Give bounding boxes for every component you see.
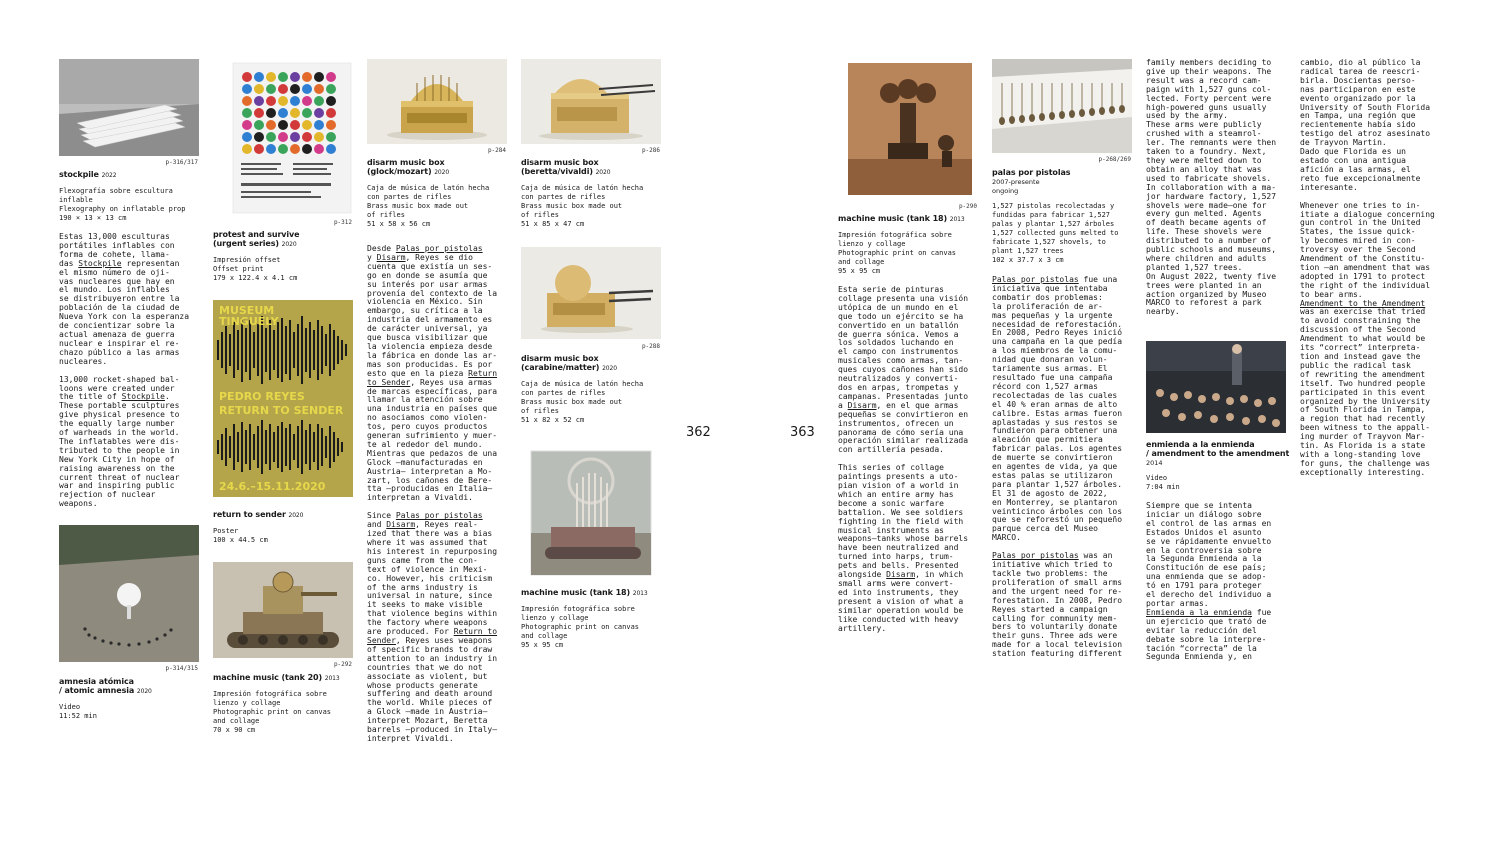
entry-year: 2022	[101, 172, 117, 179]
entry-title: (urgent series)	[213, 239, 279, 248]
entry-title: amnesia atómica	[59, 677, 134, 686]
body-text-en: 13,000 rocket-shaped bal- loons were created under the title of Stockpile. These portable sculptures give physical presence to the equally large number of warheads in the world. The inflatables were dis- tributed to the people in New York City in hope of raising awareness on the current threat of nuclear war and inspiring public rejection of nuclear weapons.	[59, 374, 180, 509]
page-ref: p-292	[333, 661, 352, 668]
page-ref: p-312	[333, 219, 352, 226]
body-text-en: This series of collage paintings presents a uto- pian vision of a world in which an entire army has become a sonic warfare battalion. We see soldiers fighting in the field with musical instruments as weapons–tanks whose barrels have been neutralized and turned into harps, trum- pets and bells. Presented alongside Disarm, in which small arms were convert- ed into instruments, they present a vision of what a similar operation would be like conducted with heavy artillery.	[838, 463, 969, 633]
body-text-en-continued: family members deciding to give up their weapons. The result was a record cam- paign with 1,527 guns col- lected. Forty percent were high-powered guns usually used by the army. These arms were publicly crushed with a steamrol- ler. The remnants were then taken to a foundry. Next, they were melted down to obtain an alloy that was used to fabricate shovels. In collaboration with a ma- jor hardware factory, 1,527 shovels were made–one for every gun melted. Agents of death became agents of life. These shovels were distributed to a number of public schools and museums, where children and adults planted 1,527 trees. On August 2022, twenty five trees were planted in an action organized by Museo MARCO to reforest a park nearby.	[1146, 58, 1277, 317]
entry-meta: Flexografía sobre escultura inflable Flexography on inflatable prop 190 × 13 × 13 cm	[59, 187, 186, 222]
poster-museum-line1: MUSEUM	[219, 304, 275, 317]
entry-title: machine music (tank 18)	[521, 588, 631, 597]
disarm-glock-photo	[367, 59, 507, 144]
entry-year: 2014	[1146, 459, 1163, 467]
machine-music-tank18-photo	[521, 443, 661, 583]
page-ref: p-288	[641, 343, 660, 350]
disarm-beretta-photo	[521, 59, 661, 144]
entry-year: 2020	[595, 169, 611, 176]
entry-year: 2013	[324, 675, 340, 682]
entry-title: machine music (tank 18)	[838, 214, 948, 223]
entry-meta: Poster 100 x 44.5 cm	[213, 527, 268, 544]
entry-year: 2020	[434, 169, 450, 176]
entry-meta: Caja de música de latón hecha con partes de rifles Brass music box made out of rifles 51 x 82 x 52 cm	[521, 380, 644, 424]
body-text-es: Estas 13,000 esculturas portátiles inflables con forma de cohete, llama- das Stockpile representan el mismo número de oji- vas nucleares que hay en el mundo. Los inflables se distribuyeron entre la población de la ciudad de Nueva York con la esperanza de concientizar sobre la actual amenaza de guerra nuclear e inspirar el re- chazo público a las armas nucleares.	[59, 232, 190, 366]
body-text-es: Desde Palas por pistolas y Disarm, Reyes se dio cuenta que existía un ses- go en donde se asumía que su interés por usar armas provenía del contexto de la violencia en México. Sin embargo, su crítica a la industria del armamento es de carácter universal, ya que busca visibilizar que la violencia empieza desde la fábrica en donde las ar- mas son producidas. Es por esto que en la pieza Return to Sender, Reyes usa armas de marcas específicas, para llamar la atención sobre una industria en países que no asociamos como violen- tos, pero cuyos productos generan sufrimiento y muer- te al rededor del mundo. Mientras que pedazos de una Glock –manufacturadas en Austria– interpretan a Mo- zart, los cañones de Bere- tta –producidas en Italia– interpretan a Vivaldi.	[367, 244, 498, 503]
stockpile-photo	[59, 59, 199, 156]
poster-artist-line1: PEDRO REYES	[219, 390, 305, 403]
palas-entry	[992, 168, 1142, 659]
entry-title: (glock/mozart)	[367, 167, 432, 176]
page-ref: p-268/269	[1098, 156, 1131, 163]
entry-meta: Impresión fotográfica sobre lienzo y collage Photographic print on canvas and collage 95 x 95 cm	[521, 605, 640, 649]
entry-year: 2013	[949, 216, 965, 223]
amnesia-entry	[59, 677, 204, 721]
entry-year: 2020	[281, 241, 297, 248]
entry-title: palas por pistolas	[992, 168, 1071, 177]
page-number-left: 362	[686, 425, 711, 440]
body-text-es-continued: cambio, dio al público la radical tarea de reescri- birla. Doscientas perso- nas participaron en este evento organizado por la University of South Florida en Tampa, una región que recientemente había sido testigo del atroz asesinato de Trayvon Martin. Dado que Florida es un estado con una antigua afición a las armas, el reto fue excepcionalmente interesante.	[1300, 58, 1431, 192]
entry-period: 2007-presente	[992, 178, 1040, 186]
entry-title: stockpile	[59, 170, 99, 179]
body-text-es: Palas por pistolas fue una iniciativa que intentaba combatir dos problemas: la proliferación de ar- mas pequeñas y la urgente necesidad de reforestación. En 2008, Pedro Reyes inició una campaña en la que pedía a los miembros de la comu- nidad que donaran volun- tariamente sus armas. El resultado fue una campaña récord con 1,527 armas recolectadas de las cuales el 40 % eran armas de alto calibre. Estas armas fueron aplastadas y sus restos se fundieron para obtener una aleación que permitiera fabricar palas. Los agentes de muerte se convirtieron en agentes de vida, ya que estas palas se utilizaron para plantar 1,527 árboles. El 31 de agosto de 2022, en Monterrey, se plantaron veinticinco árboles con los que se reforestó un pequeño parque cerca del Museo MARCO.	[992, 275, 1123, 543]
entry-title: disarm music box	[521, 354, 599, 363]
entry-meta: Caja de música de latón hecha con partes de rifles Brass music box made out of rifles 51 x 85 x 47 cm	[521, 184, 644, 228]
machine-music-tank20-entry	[213, 673, 358, 735]
entry-meta: Impresión fotográfica sobre lienzo y collage Photographic print on canvas and collage 95 x 95 cm	[838, 231, 957, 275]
page-ref: p-284	[487, 147, 506, 154]
entry-title: / atomic amnesia	[59, 686, 135, 695]
body-text-es: Esta serie de pinturas collage presenta una visión utópica de un mundo en el que todo un ejército se ha convertido en un batallón de guerra sónica. Vemos a los soldados luchando en el campo con instrumentos musicales como armas, tan- ques cuyos cañones han sido neutralizados y converti- dos en arpas, trompetas y campanas. Presentadas junto a Disarm, en el que armas pequeñas se convirtieron en instrumentos, ofrecen un panorama de cómo sería una operación similar realizada con artillería pesada.	[838, 285, 969, 455]
machine-music-tank18-entry-right	[838, 214, 983, 633]
poster-museum-line2: TINGUELY	[219, 315, 279, 328]
page-ref: p-314/315	[165, 665, 198, 672]
entry-year: 2020	[288, 512, 304, 519]
entry-year: 2020	[602, 365, 617, 372]
stockpile-entry	[59, 170, 204, 509]
body-text-en: Whenever one tries to in- itiate a dialogue concerning gun control in the United States, the issue quick- ly becomes mired in con- troversy over the Second Amendment of the Constitu- tion –an amendment that was adopted in 1791 to protect the right of the individual to bear arms. Amendment to the Amendment was an exercise that tried to avoid constraining the discussion of the Second Amendment to what would be its “correct” interpreta- tion and instead gave the public the radical task of rewriting the amendment itself. Two hundred people participated in this event organized by the University of South Florida in Tampa, a region that had recently been witness to the appall- ing murder of Trayvon Mar- tin. As Florida is a state with a long-standing love for guns, the challenge was exceptionally interesting.	[1300, 200, 1435, 477]
amnesia-photo	[59, 525, 199, 662]
poster-dates: 24.6.–15.11.2020	[219, 480, 326, 493]
enmienda-continued-text	[1300, 59, 1450, 478]
page-number-right: 363	[790, 425, 815, 440]
entry-meta: Impresión offset Offset print 179 x 122.4 x 4.1 cm	[213, 256, 298, 282]
disarm-carabine-photo	[521, 247, 661, 339]
entry-meta: 1,527 pistolas recolectadas y fundidas para fabricar 1,527 palas y plantar 1,527 árboles 1,527 collected guns melted to fabricate 1,527 shovels, to plant 1,527 trees 102 x 37.7 x 3 cm	[992, 202, 1119, 264]
return-to-sender-poster	[213, 300, 353, 497]
entry-title: machine music (tank 20)	[213, 673, 323, 682]
body-text-es: Siempre que se intenta iniciar un diálogo sobre el control de las armas en Estados Unidos el asunto se ve rápidamente envuelto en la controversia sobre la Segunda Enmienda a la Constitución de ese país; una enmienda que se adop- tó en 1791 para proteger el derecho del individuo a portar armas. Enmienda a la enmienda fue un ejercicio que trató de evitar la reducción del debate sobre la interpre- tación “correcta” de la Segunda Enmienda y, en	[1146, 501, 1272, 662]
poster-artist-line2: RETURN TO SENDER	[219, 404, 344, 417]
disarm-essay	[367, 245, 515, 744]
entry-title: disarm music box	[367, 158, 445, 167]
entry-title: disarm music box	[521, 158, 599, 167]
palas-continued-text	[1146, 59, 1294, 317]
body-text-en: Since Palas por pistolas and Disarm, Reyes real- ized that there was a bias where it was assumed that his interest in repurposing guns came from the con- text of violence in Mexi- co. However, his criticism of the arms industry is universal in nature, since it seeks to make visible that violence begins within the factory where weapons are produced. For Return to Sender, Reyes uses weapons of specific brands to draw attention to an industry in countries that we do not associate as violent, but whose products generate suffering and death around the world. While pieces of a Glock –made in Austria– interpret Mozart, Beretta barrels –produced in Italy– interpret Vivaldi.	[367, 511, 498, 743]
entry-year: 2013	[632, 590, 648, 597]
body-text-en: Palas por pistolas was an initiative which tried to tackle two problems: the proliferation of small arms and the urgent need for re- forestation. In 2008, Pedro Reyes started a campaign calling for community mem- bers to voluntarily donate their guns. Three ads were made for a local television station featuring different	[992, 551, 1123, 659]
machine-music-tank18-photo-right	[838, 59, 978, 199]
machine-music-tank20-photo	[213, 562, 353, 658]
enmienda-entry	[1146, 440, 1294, 662]
palas-por-pistolas-photo	[992, 59, 1132, 153]
entry-title-en: / amendment to the amendment	[1146, 449, 1290, 458]
protest-poster-photo	[213, 59, 353, 216]
entry-title: (beretta/vivaldi)	[521, 167, 593, 176]
entry-meta: Caja de música de latón hecha con partes de rifles Brass music box made out of rifles 51 x 58 x 56 cm	[367, 184, 490, 228]
page-ref: p-290	[958, 203, 977, 210]
disarm-carabine-entry	[521, 354, 666, 425]
entry-title: enmienda a la enmienda	[1146, 440, 1255, 449]
entry-title: (carabine/matter)	[521, 363, 600, 372]
entry-period-en: ongoing	[992, 187, 1019, 195]
enmienda-photo	[1146, 341, 1286, 433]
entry-title: return to sender	[213, 510, 286, 519]
page-ref: p-316/317	[165, 159, 198, 166]
entry-meta: Impresión fotográfica sobre lienzo y collage Photographic print on canvas and collage 70 x 90 cm	[213, 690, 332, 734]
protest-entry	[213, 230, 358, 283]
page-ref: p-286	[641, 147, 660, 154]
disarm-beretta-entry	[521, 158, 666, 229]
entry-meta: Video 7:04 min	[1146, 474, 1180, 491]
entry-title: protest and survive	[213, 230, 300, 239]
machine-music-tank18-entry-left	[521, 588, 666, 650]
disarm-glock-entry	[367, 158, 512, 229]
return-to-sender-entry	[213, 510, 358, 545]
entry-meta: Video 11:52 min	[59, 703, 97, 720]
entry-year: 2020	[136, 688, 152, 695]
